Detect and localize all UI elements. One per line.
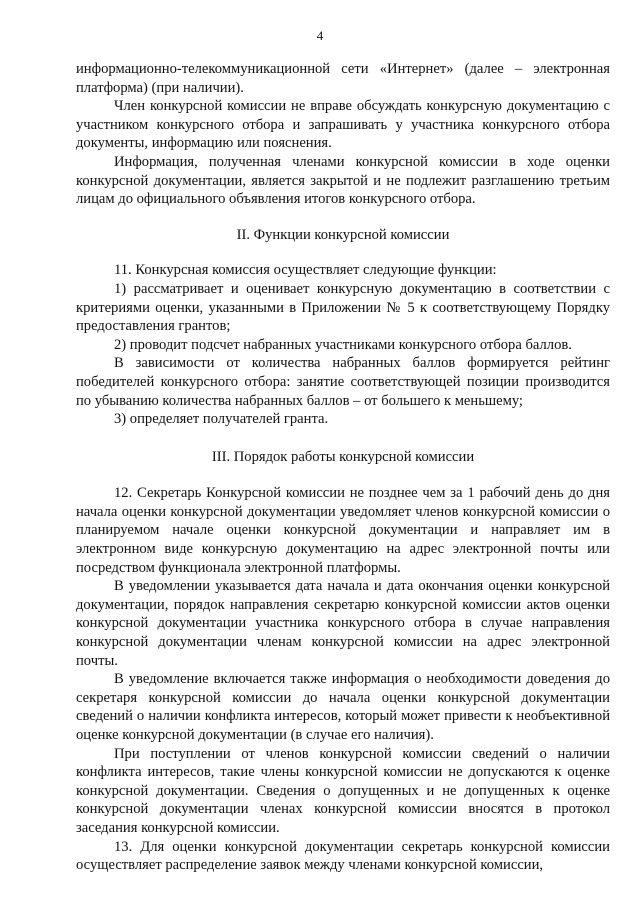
paragraph: Информация, полученная членами конкурсной комиссии в ходе оценки конкурсной документации, является закрытой и не подлежит разглашению третьим лицам до официального объявления итогов конкурсного отбора. (76, 153, 610, 208)
paragraph: 12. Секретарь Конкурсной комиссии не позднее чем за 1 рабочий день до дня начала оценки конкурсной документации уведомляет членов конкурсной комиссии о планируемом начале оценки конкурсной документации и направляет им в электронном виде конкурсную документацию на адрес электронной почты или посредством функционала электронной платформы. (76, 485, 610, 576)
paragraph: 3) определяет получателей гранта. (114, 411, 329, 428)
section-heading: III. Порядок работы конкурсной комиссии (211, 448, 475, 465)
paragraph: Член конкурсной комиссии не вправе обсуждать конкурсную документацию с участником конкурсного отбора и запрашивать у участника конкурсного отбора документы, информацию или пояснения. (76, 98, 610, 152)
paragraph: 2) проводит подсчет набранных участниками конкурсного отбора баллов. (114, 336, 572, 353)
paragraph: В уведомлении указывается дата начала и дата окончания оценки конкурсной документации, порядок направления секретарю конкурсной комиссии актов оценки конкурсной документации участника конкурсного отбора в случае направления конкурсной документации членам конкурсной комиссии на адрес электронной почты. (76, 578, 610, 669)
paragraph: 11. Конкурсная комиссия осуществляет следующие функции: (114, 262, 497, 279)
paragraph: В уведомление включается также информация о необходимости доведения до секретаря конкурсной комиссии до начала оценки конкурсной документации сведений о наличии конфликта интересов, который может привести к необъективной оценке конкурсной документации (в случае его наличия). (76, 671, 610, 743)
document-body (76, 60, 610, 875)
section-heading: II. Функции конкурсной комиссии (236, 226, 450, 243)
paragraph: 1) рассматривает и оценивает конкурсную документацию в соответствии с критериями оценки, указанными в Приложении № 5 к соответствующему Порядку предоставления грантов; (76, 280, 610, 335)
paragraph: При поступлении от членов конкурсной комиссии сведений о наличии конфликта интересов, такие члены конкурсной комиссии не допускаются к оценке конкурсной документации. Сведения о допущенных и не допущенных к оценке конкурсной документации членах конкурсной комиссии вносятся в протокол заседания конкурсной комиссии. (76, 745, 610, 836)
paragraph: В зависимости от количества набранных баллов формируется рейтинг победителей конкурсного отбора: занятие соответствующей позиции производится по убыванию количества набранных баллов – от большего к меньшему; (76, 355, 610, 409)
page-number: 4 (316, 28, 324, 43)
paragraph: 13. Для оценки конкурсной документации секретарь конкурсной комиссии осуществляет распределение заявок между членами конкурсной комиссии, (76, 838, 610, 874)
paragraph-continuation: информационно-телекоммуникационной сети «Интернет» (далее – электронная платформа) (при наличии). (76, 61, 610, 96)
